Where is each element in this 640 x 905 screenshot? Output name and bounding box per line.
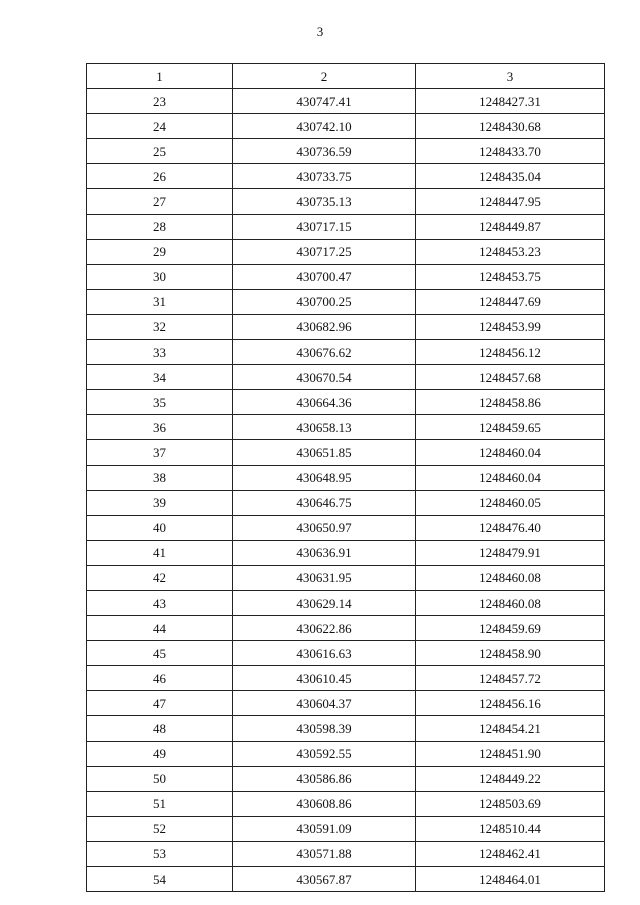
column-header-3: 3 (416, 64, 605, 89)
y-coordinate-cell: 1248460.05 (416, 490, 605, 515)
x-coordinate-cell: 430571.88 (233, 841, 416, 866)
point-number-cell: 36 (87, 415, 233, 440)
table-row (87, 289, 605, 314)
point-number-cell: 31 (87, 289, 233, 314)
table-header (87, 64, 605, 89)
point-number-cell: 26 (87, 164, 233, 189)
point-number-cell: 43 (87, 590, 233, 615)
y-coordinate-cell: 1248459.65 (416, 415, 605, 440)
point-number-cell: 34 (87, 365, 233, 390)
column-header-2: 2 (233, 64, 416, 89)
x-coordinate-cell: 430646.75 (233, 490, 416, 515)
x-coordinate-cell: 430651.85 (233, 440, 416, 465)
y-coordinate-cell: 1248457.72 (416, 666, 605, 691)
point-number-cell: 44 (87, 616, 233, 641)
x-coordinate-cell: 430733.75 (233, 164, 416, 189)
table-row (87, 89, 605, 114)
y-coordinate-cell: 1248462.41 (416, 841, 605, 866)
y-coordinate-cell: 1248451.90 (416, 741, 605, 766)
y-coordinate-cell: 1248435.04 (416, 164, 605, 189)
table-row (87, 164, 605, 189)
point-number-cell: 50 (87, 766, 233, 791)
point-number-cell: 49 (87, 741, 233, 766)
x-coordinate-cell: 430682.96 (233, 314, 416, 339)
point-number-cell: 41 (87, 540, 233, 565)
point-number-cell: 24 (87, 114, 233, 139)
x-coordinate-cell: 430610.45 (233, 666, 416, 691)
y-coordinate-cell: 1248476.40 (416, 515, 605, 540)
y-coordinate-cell: 1248457.68 (416, 365, 605, 390)
x-coordinate-cell: 430717.25 (233, 239, 416, 264)
point-number-cell: 39 (87, 490, 233, 515)
point-number-cell: 47 (87, 691, 233, 716)
point-number-cell: 32 (87, 314, 233, 339)
table-row (87, 390, 605, 415)
table-row (87, 641, 605, 666)
y-coordinate-cell: 1248459.69 (416, 616, 605, 641)
table-row (87, 791, 605, 816)
y-coordinate-cell: 1248453.23 (416, 239, 605, 264)
table-row (87, 616, 605, 641)
x-coordinate-cell: 430742.10 (233, 114, 416, 139)
x-coordinate-cell: 430676.62 (233, 340, 416, 365)
point-number-cell: 28 (87, 214, 233, 239)
y-coordinate-cell: 1248458.86 (416, 390, 605, 415)
point-number-cell: 54 (87, 867, 233, 892)
table-row (87, 766, 605, 791)
y-coordinate-cell: 1248479.91 (416, 540, 605, 565)
table-row (87, 189, 605, 214)
page-number: 3 (316, 24, 324, 39)
y-coordinate-cell: 1248453.75 (416, 264, 605, 289)
y-coordinate-cell: 1248453.99 (416, 314, 605, 339)
y-coordinate-cell: 1248427.31 (416, 89, 605, 114)
point-number-cell: 51 (87, 791, 233, 816)
table-row (87, 841, 605, 866)
table-row (87, 239, 605, 264)
x-coordinate-cell: 430717.15 (233, 214, 416, 239)
table-row (87, 314, 605, 339)
coordinates-table (86, 63, 605, 892)
y-coordinate-cell: 1248447.69 (416, 289, 605, 314)
x-coordinate-cell: 430747.41 (233, 89, 416, 114)
point-number-cell: 27 (87, 189, 233, 214)
table-row (87, 365, 605, 390)
x-coordinate-cell: 430598.39 (233, 716, 416, 741)
point-number-cell: 38 (87, 465, 233, 490)
point-number-cell: 48 (87, 716, 233, 741)
x-coordinate-cell: 430622.86 (233, 616, 416, 641)
table-row (87, 590, 605, 615)
y-coordinate-cell: 1248447.95 (416, 189, 605, 214)
x-coordinate-cell: 430648.95 (233, 465, 416, 490)
y-coordinate-cell: 1248460.08 (416, 565, 605, 590)
table-row (87, 691, 605, 716)
table-row (87, 565, 605, 590)
table-row (87, 540, 605, 565)
table-row (87, 816, 605, 841)
table-header-row (87, 64, 605, 89)
y-coordinate-cell: 1248460.04 (416, 440, 605, 465)
y-coordinate-cell: 1248456.16 (416, 691, 605, 716)
y-coordinate-cell: 1248460.08 (416, 590, 605, 615)
x-coordinate-cell: 430591.09 (233, 816, 416, 841)
table-row (87, 741, 605, 766)
table-row (87, 490, 605, 515)
point-number-cell: 23 (87, 89, 233, 114)
point-number-cell: 52 (87, 816, 233, 841)
y-coordinate-cell: 1248449.22 (416, 766, 605, 791)
point-number-cell: 35 (87, 390, 233, 415)
table-row (87, 214, 605, 239)
x-coordinate-cell: 430592.55 (233, 741, 416, 766)
table-row (87, 440, 605, 465)
x-coordinate-cell: 430650.97 (233, 515, 416, 540)
y-coordinate-cell: 1248464.01 (416, 867, 605, 892)
x-coordinate-cell: 430664.36 (233, 390, 416, 415)
table-row (87, 415, 605, 440)
x-coordinate-cell: 430735.13 (233, 189, 416, 214)
point-number-cell: 29 (87, 239, 233, 264)
y-coordinate-cell: 1248456.12 (416, 340, 605, 365)
x-coordinate-cell: 430567.87 (233, 867, 416, 892)
y-coordinate-cell: 1248449.87 (416, 214, 605, 239)
point-number-cell: 53 (87, 841, 233, 866)
point-number-cell: 45 (87, 641, 233, 666)
column-header-1: 1 (87, 64, 233, 89)
table-row (87, 465, 605, 490)
y-coordinate-cell: 1248458.90 (416, 641, 605, 666)
x-coordinate-cell: 430736.59 (233, 139, 416, 164)
table-row (87, 716, 605, 741)
table-row (87, 114, 605, 139)
table-row (87, 515, 605, 540)
x-coordinate-cell: 430631.95 (233, 565, 416, 590)
point-number-cell: 33 (87, 340, 233, 365)
x-coordinate-cell: 430700.47 (233, 264, 416, 289)
y-coordinate-cell: 1248433.70 (416, 139, 605, 164)
point-number-cell: 46 (87, 666, 233, 691)
table-row (87, 666, 605, 691)
x-coordinate-cell: 430636.91 (233, 540, 416, 565)
point-number-cell: 40 (87, 515, 233, 540)
y-coordinate-cell: 1248454.21 (416, 716, 605, 741)
table-row (87, 340, 605, 365)
x-coordinate-cell: 430670.54 (233, 365, 416, 390)
x-coordinate-cell: 430604.37 (233, 691, 416, 716)
y-coordinate-cell: 1248430.68 (416, 114, 605, 139)
x-coordinate-cell: 430608.86 (233, 791, 416, 816)
table-row (87, 139, 605, 164)
y-coordinate-cell: 1248510.44 (416, 816, 605, 841)
point-number-cell: 37 (87, 440, 233, 465)
table-row (87, 867, 605, 892)
point-number-cell: 42 (87, 565, 233, 590)
x-coordinate-cell: 430586.86 (233, 766, 416, 791)
table-row (87, 264, 605, 289)
x-coordinate-cell: 430629.14 (233, 590, 416, 615)
point-number-cell: 25 (87, 139, 233, 164)
x-coordinate-cell: 430700.25 (233, 289, 416, 314)
x-coordinate-cell: 430658.13 (233, 415, 416, 440)
table-body (87, 89, 605, 892)
point-number-cell: 30 (87, 264, 233, 289)
x-coordinate-cell: 430616.63 (233, 641, 416, 666)
y-coordinate-cell: 1248460.04 (416, 465, 605, 490)
y-coordinate-cell: 1248503.69 (416, 791, 605, 816)
